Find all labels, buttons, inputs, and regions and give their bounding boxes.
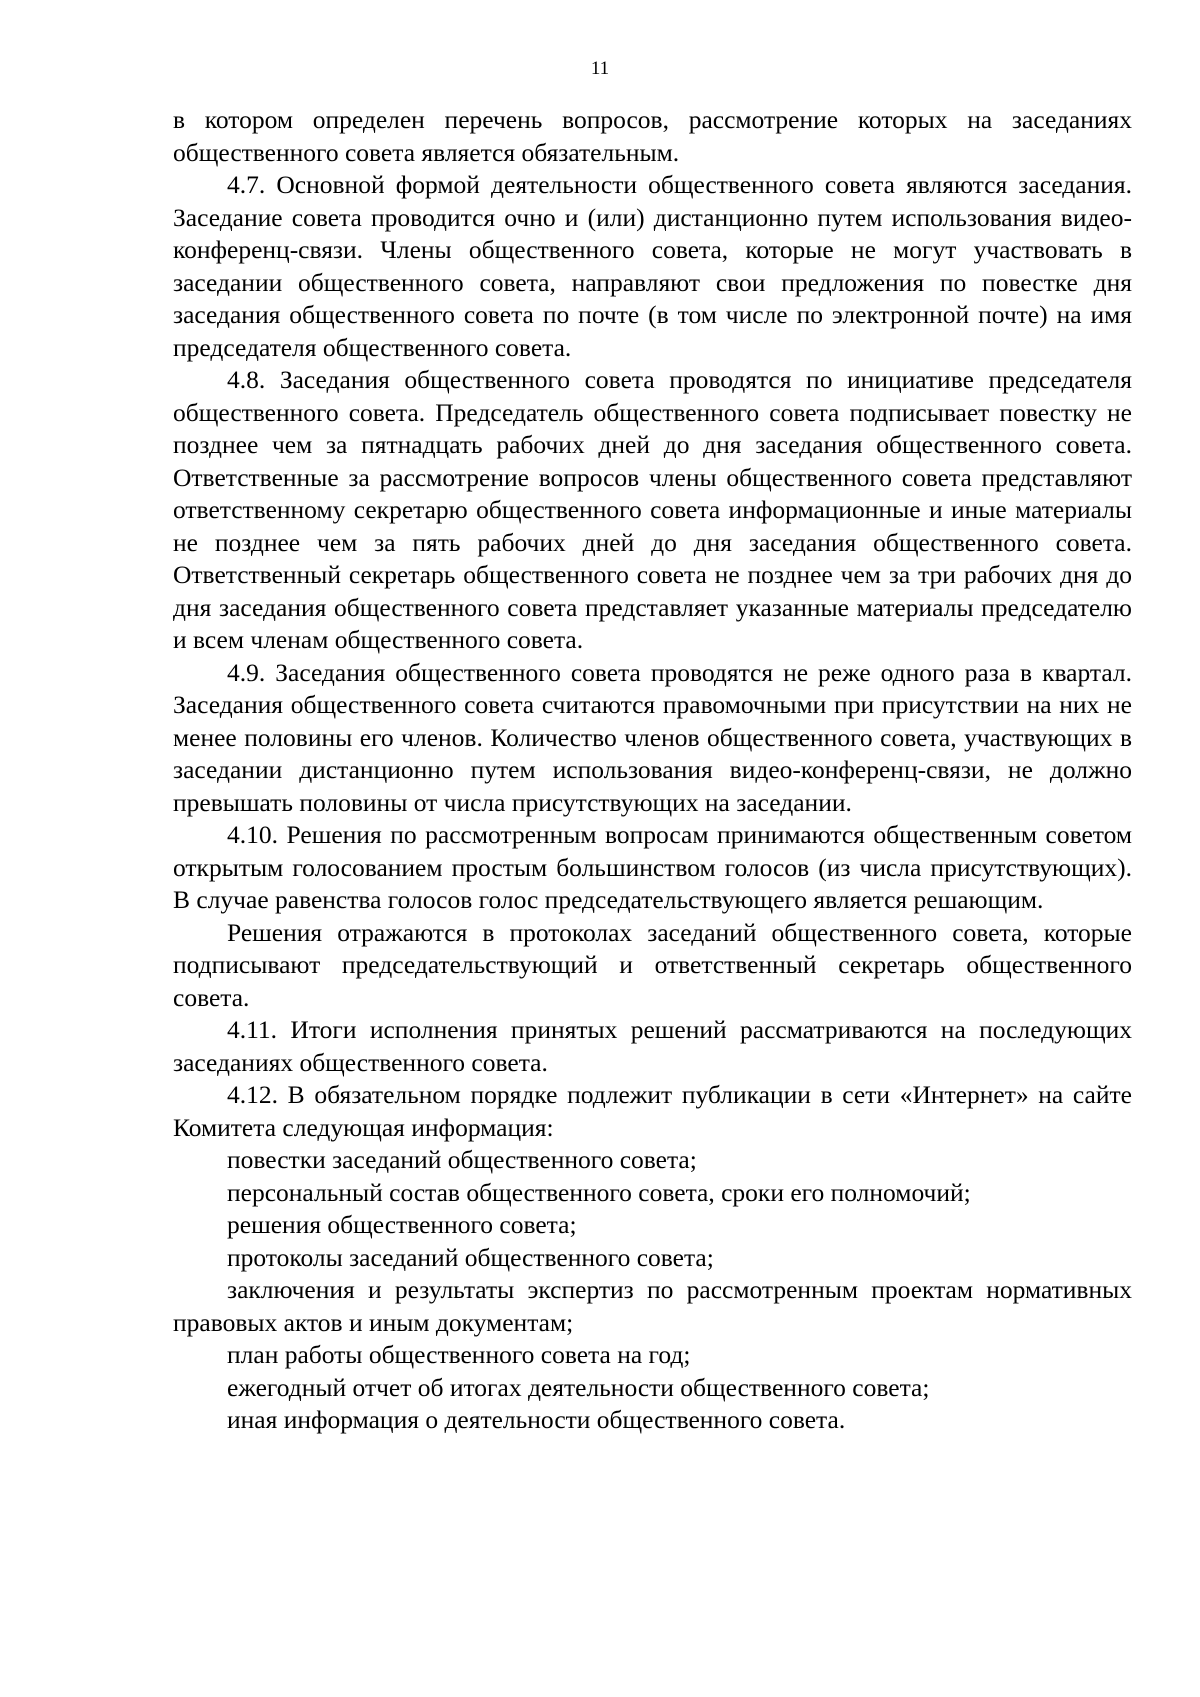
paragraph-continuation: в котором определен перечень вопросов, рассмотрение которых на заседаниях общественного совета является обязательным. xyxy=(173,105,1132,167)
list-item: персональный состав общественного совета, сроки его полномочий; xyxy=(227,1177,971,1207)
list-item: решения общественного совета; xyxy=(227,1210,577,1239)
paragraph-decisions: Решения отражаются в протоколах заседаний общественного совета, которые подписывают председательствующий и ответственный секретарь общественного совета. xyxy=(173,917,1132,1012)
list-item: протоколы заседаний общественного совета; xyxy=(227,1242,714,1272)
paragraph-4-8: 4.8. Заседания общественного совета проводятся по инициативе председателя общественного совета. Председатель общественного совета подписывает повестку не позднее чем за пятнадцать рабочих дней до дня заседания общественного совета. Ответственные за рассмотрение вопросов члены общественного совета представляют ответственному секретарю общественного совета информационные и иные материалы не позднее чем за пять рабочих дней до дня заседания общественного совета. Ответственный секретарь общественного совета не позднее чем за три рабочих дня до дня заседания общественного совета представляет указанные материалы председателю и всем членам общественного совета. xyxy=(173,365,1132,654)
paragraph-4-12: 4.12. В обязательном порядке подлежит публикации в сети «Интернет» на сайте Комитета следующая информация: xyxy=(173,1080,1132,1142)
page-number: 11 xyxy=(590,58,610,79)
paragraph-4-10: 4.10. Решения по рассмотренным вопросам принимаются общественным советом открытым голосованием простым большинством голосов (из числа присутствующих). В случае равенства голосов голос председательствующего является решающим. xyxy=(173,820,1132,914)
paragraph-4-11: 4.11. Итоги исполнения принятых решений рассматриваются на последующих заседаниях общественного совета. xyxy=(173,1015,1132,1077)
list-item: план работы общественного совета на год; xyxy=(227,1340,691,1369)
list-item: иная информация о деятельности общественного совета. xyxy=(227,1405,846,1434)
paragraph-4-7: 4.7. Основной формой деятельности общественного совета являются заседания. Заседание совета проводится очно и (или) дистанционно путем использования видео-конференц-связи. Члены общественного совета, которые не могут участвовать в заседании общественного совета, направляют свои предложения по повестке дня заседания общественного совета по почте (в том числе по электронной почте) на имя председателя общественного совета. xyxy=(173,170,1132,362)
document-body xyxy=(173,104,1132,1437)
list-item: заключения и результаты экспертиз по рассмотренным проектам нормативных правовых актов и иным документам; xyxy=(173,1275,1132,1337)
list-item: ежегодный отчет об итогах деятельности общественного совета; xyxy=(227,1372,930,1402)
paragraph-4-9: 4.9. Заседания общественного совета проводятся не реже одного раза в квартал. Заседания общественного совета считаются правомочными при присутствии на них не менее половины его членов. Количество членов общественного совета, участвующих в заседании дистанционно путем использования видео-конференц-связи, не должно превышать половины от числа присутствующих на заседании. xyxy=(173,657,1132,817)
list-item: повестки заседаний общественного совета; xyxy=(227,1145,697,1174)
